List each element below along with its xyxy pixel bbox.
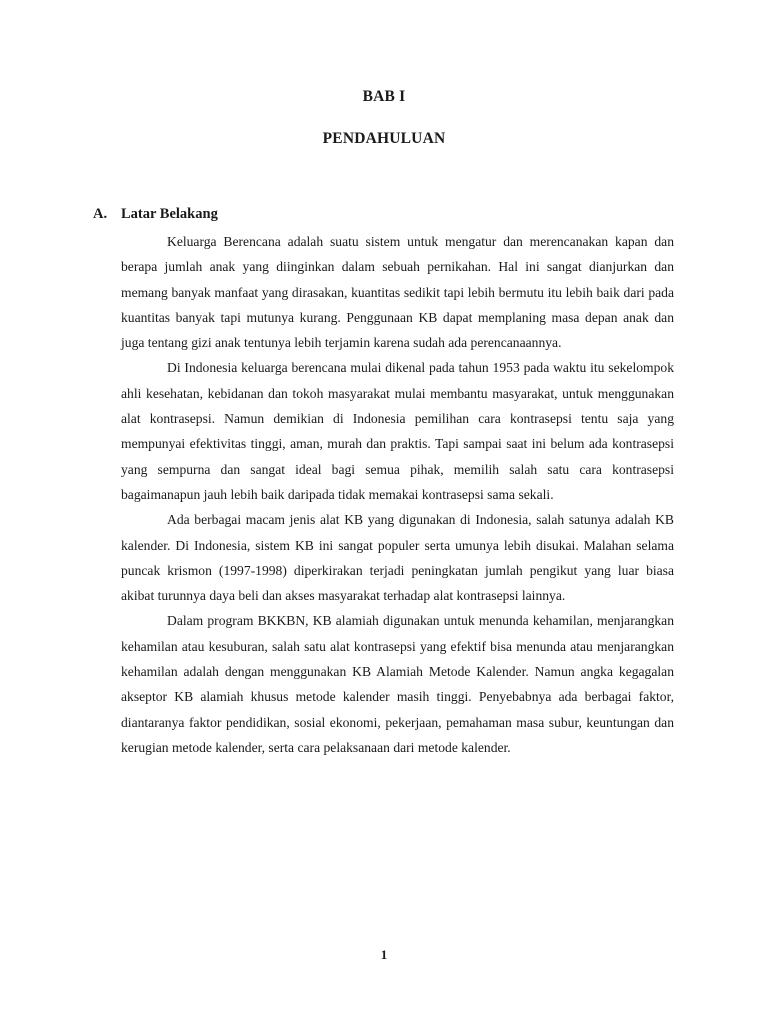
paragraph: Dalam program BKKBN, KB alamiah digunakan untuk menunda kehamilan, menjarangkan kehamilan atau kesuburan, salah satu alat kontrasepsi yang efektif bisa menunda atau menjarangkan kehamilan adalah dengan menggunakan KB Alamiah Metode Kalender. Namun angka kegagalan akseptor KB alamiah khusus metode kalender masih tinggi. Penyebabnya ada berbagai faktor, diantaranya faktor pendidikan, sosial ekonomi, pekerjaan, pemahaman masa subur, keuntungan dan kerugian metode kalender, serta cara pelaksanaan dari metode kalender. (121, 613, 674, 755)
section-title: Latar Belakang (121, 206, 218, 222)
body-text (121, 229, 674, 760)
section-heading (93, 206, 218, 223)
section-letter: A. (93, 206, 108, 222)
paragraph: Di Indonesia keluarga berencana mulai dikenal pada tahun 1953 pada waktu itu sekelompok ahli kesehatan, kebidanan dan tokoh masyarakat mulai membantu masyarakat, untuk menggunakan alat kontrasepsi. Namun demikian di Indonesia pemilihan cara kontrasepsi tentu saja yang mempunyai efektivitas tinggi, aman, murah dan praktis. Tapi sampai saat ini belum ada kontrasepsi yang sempurna dan sangat ideal bagi semua pihak, memilih salah satu cara kontrasepsi bagaimanapun jauh lebih baik daripada tidak memakai kontrasepsi sama sekali. (121, 360, 674, 502)
page-number: 1 (380, 947, 388, 962)
chapter-number-heading: BAB I (362, 88, 406, 105)
chapter-title-heading: PENDAHULUAN (322, 130, 446, 147)
paragraph: Ada berbagai macam jenis alat KB yang digunakan di Indonesia, salah satunya adalah KB kalender. Di Indonesia, sistem KB ini sangat populer serta umunya lebih disukai. Malahan selama puncak krismon (1997-1998) diperkirakan terjadi peningkatan jumlah pengikut yang luar biasa akibat turunnya daya beli dan akses masyarakat terhadap alat kontrasepsi lainnya. (121, 512, 674, 604)
paragraph: Keluarga Berencana adalah suatu sistem untuk mengatur dan merencanakan kapan dan berapa jumlah anak yang diinginkan dalam sebuah pernikahan. Hal ini sangat dianjurkan dan memang banyak manfaat yang dirasakan, kuantitas sedikit tapi lebih bermutu itu lebih baik dari pada kuantitas banyak tapi mutunya kurang. Penggunaan KB dapat memplaning masa depan anak dan juga tentang gizi anak tentunya lebih terjamin karena sudah ada perencanaannya. (121, 234, 674, 351)
